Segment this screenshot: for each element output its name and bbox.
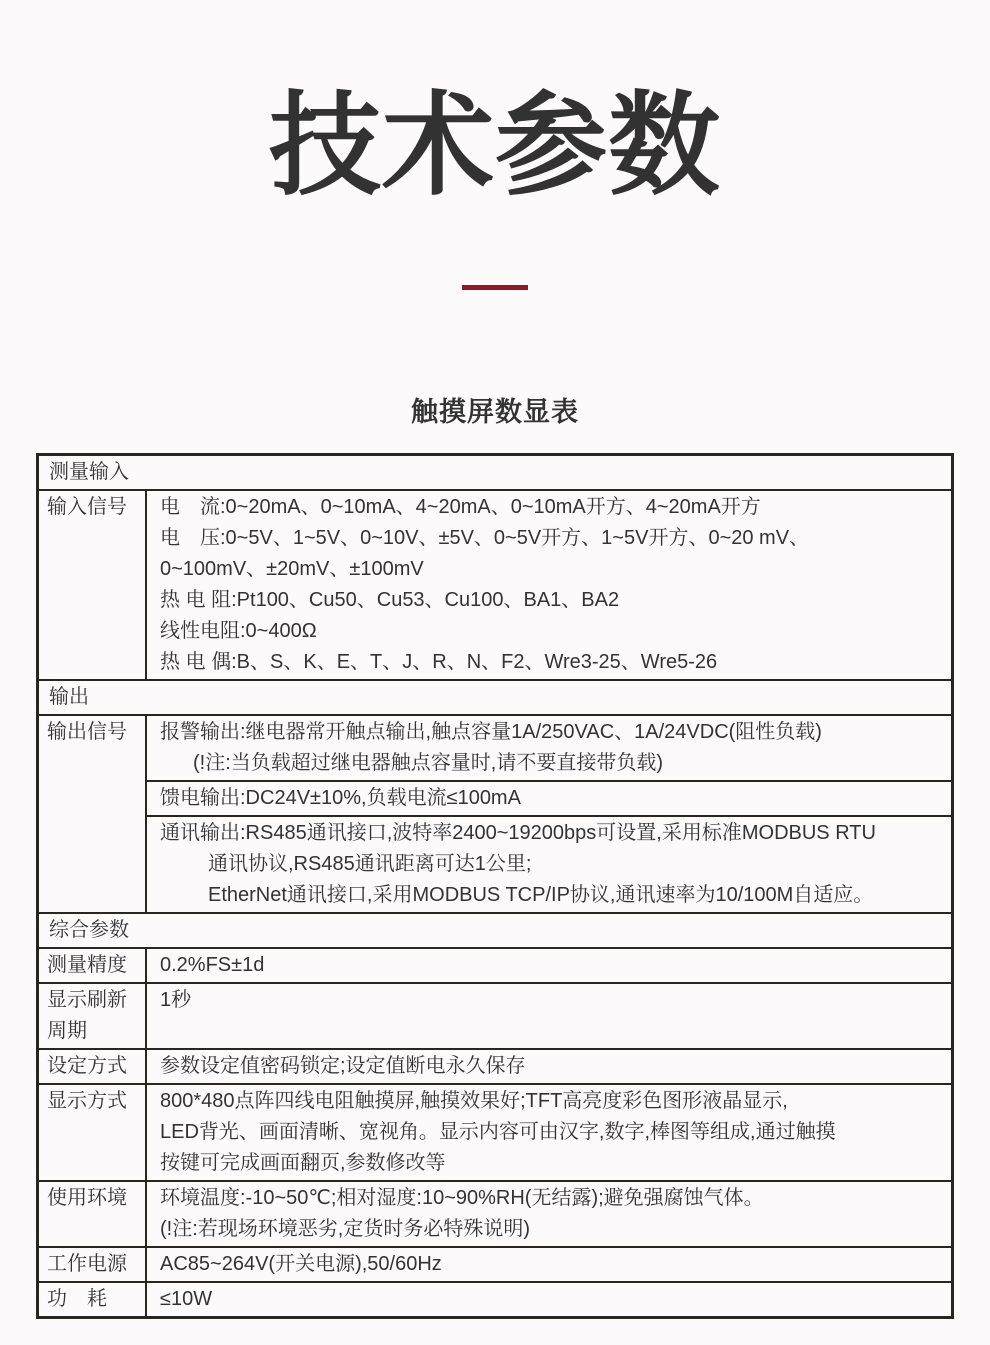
spec-line: LED背光、画面清晰、宽视角。显示内容可由汉字,数字,棒图等组成,通过触摸 <box>160 1120 836 1143</box>
row-power-consumption <box>39 1281 951 1316</box>
spec-table <box>36 453 954 1319</box>
row-power-supply <box>39 1246 951 1281</box>
spec-line: 1秒 <box>160 988 192 1011</box>
row-refresh-period <box>39 982 951 1048</box>
table-subtitle: 触摸屏数显表 <box>411 396 579 427</box>
spec-line: 800*480点阵四线电阻触摸屏,触摸效果好;TFT高亮度彩色图形液晶显示, <box>160 1089 788 1112</box>
spec-content <box>147 1182 951 1246</box>
spec-label-line: 周期 <box>47 1019 87 1042</box>
spec-line: 0~100mV、±20mV、±100mV <box>160 557 424 580</box>
spec-line: (!注:当负载超过继电器触点容量时,请不要直接带负载) <box>193 751 663 774</box>
spec-line: ≤10W <box>160 1287 213 1310</box>
spec-label: 输入信号 <box>39 491 147 679</box>
subrow-alarm-output <box>147 716 951 780</box>
section-row-general-params <box>39 912 951 947</box>
spec-label: 设定方式 <box>39 1050 147 1083</box>
spec-content <box>147 984 951 1048</box>
row-measurement-accuracy <box>39 947 951 982</box>
subrow-comm-output <box>147 815 951 912</box>
spec-line: 线性电阻:0~400Ω <box>160 619 317 642</box>
page-title: 技术参数 <box>269 83 721 208</box>
spec-label: 显示方式 <box>39 1085 147 1180</box>
spec-content <box>147 949 951 982</box>
spec-content <box>147 716 951 912</box>
spec-label: 工作电源 <box>39 1248 147 1281</box>
row-display-method <box>39 1083 951 1180</box>
spec-line: 通讯协议,RS485通讯距离可达1公里; <box>208 852 532 875</box>
row-operating-environment <box>39 1180 951 1246</box>
title-divider <box>462 285 528 290</box>
spec-line: 报警输出:继电器常开触点输出,触点容量1A/250VAC、1A/24VDC(阻性负载) <box>160 720 822 743</box>
spec-line: 热 电 偶:B、S、K、E、T、J、R、N、F2、Wre3-25、Wre5-26 <box>160 650 718 673</box>
section-title: 测量输入 <box>49 460 129 483</box>
spec-line: 热 电 阻:Pt100、Cu50、Cu53、Cu100、BA1、BA2 <box>160 588 620 611</box>
row-setting-method <box>39 1048 951 1083</box>
spec-content <box>147 1085 951 1180</box>
spec-content <box>147 1283 951 1316</box>
section-title: 输出 <box>49 685 89 708</box>
spec-line: 环境温度:-10~50℃;相对湿度:10~90%RH(无结露);避免强腐蚀气体。 <box>160 1186 764 1209</box>
spec-label: 功 耗 <box>39 1283 147 1316</box>
spec-line: EtherNet通讯接口,采用MODBUS TCP/IP协议,通讯速率为10/100M自适应。 <box>208 883 874 906</box>
spec-label: 测量精度 <box>39 949 147 982</box>
section-title: 综合参数 <box>49 918 129 941</box>
spec-line: 通讯输出:RS485通讯接口,波特率2400~19200bps可设置,采用标准MODBUS RTU <box>160 821 876 844</box>
spec-line: (!注:若现场环境恶劣,定货时务必特殊说明) <box>160 1217 530 1240</box>
spec-line: AC85~264V(开关电源),50/60Hz <box>160 1252 442 1275</box>
spec-label-line: 显示刷新 <box>47 988 127 1011</box>
spec-line: 参数设定值密码锁定;设定值断电永久保存 <box>160 1054 526 1077</box>
row-output-signal <box>39 714 951 912</box>
spec-line: 电 流:0~20mA、0~10mA、4~20mA、0~10mA开方、4~20mA开方 <box>160 495 761 518</box>
spec-line: 馈电输出:DC24V±10%,负载电流≤100mA <box>160 786 521 809</box>
spec-content <box>147 1248 951 1281</box>
spec-label: 输出信号 <box>39 716 147 912</box>
section-row-measurement-input <box>39 456 951 489</box>
spec-label <box>39 984 147 1048</box>
spec-content <box>147 1050 951 1083</box>
subrow-feed-output <box>147 780 951 815</box>
spec-label: 使用环境 <box>39 1182 147 1246</box>
row-input-signal <box>39 489 951 679</box>
section-row-output <box>39 679 951 714</box>
spec-line: 0.2%FS±1d <box>160 953 265 976</box>
spec-line: 按键可完成画面翻页,参数修改等 <box>160 1151 446 1174</box>
spec-content <box>147 491 951 679</box>
spec-line: 电 压:0~5V、1~5V、0~10V、±5V、0~5V开方、1~5V开方、0~20 mV、 <box>160 526 810 549</box>
